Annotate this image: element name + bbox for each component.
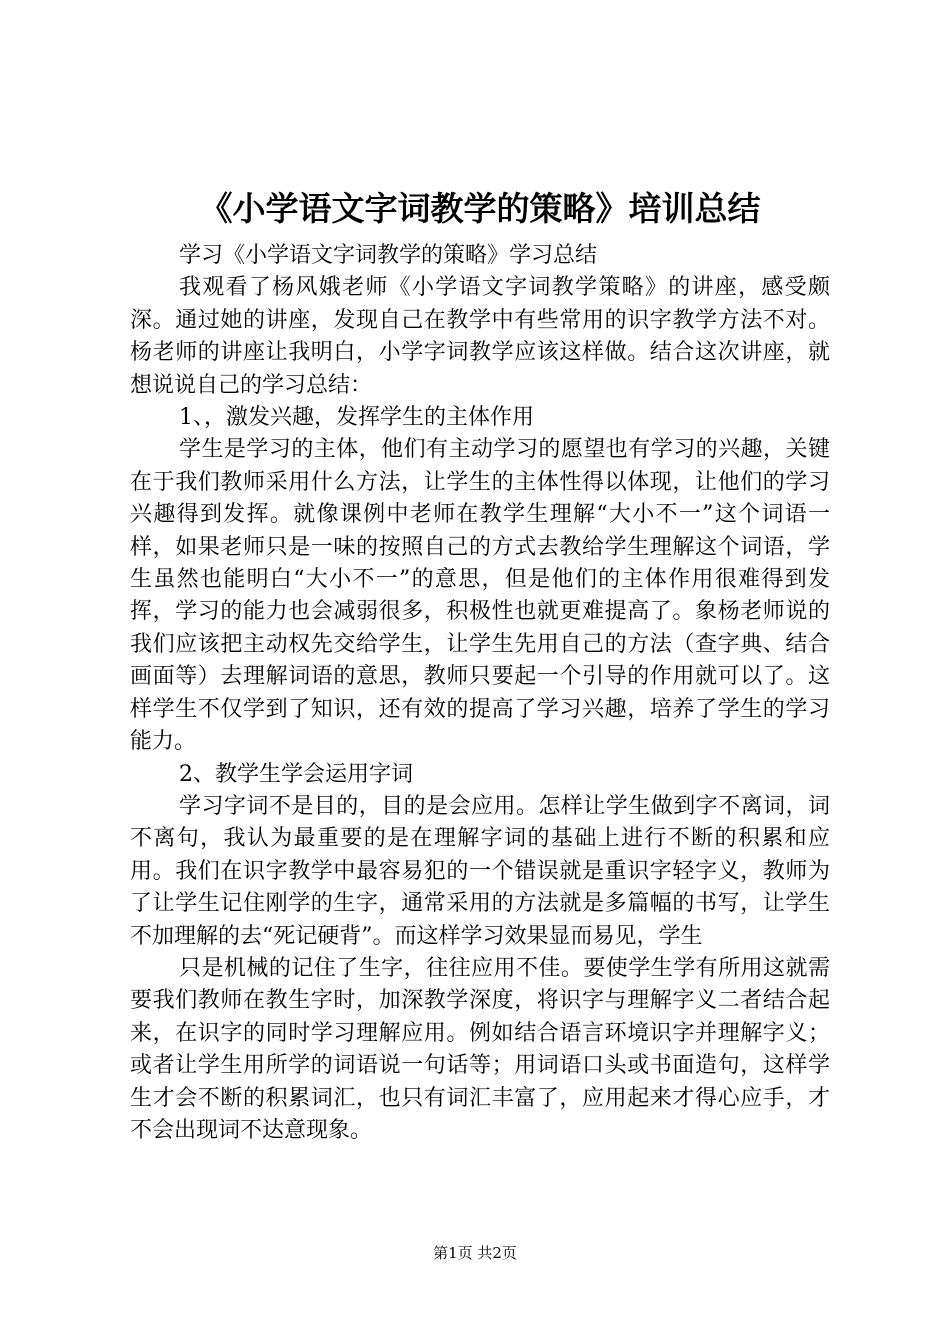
page-footer: 第1页 共2页 xyxy=(433,1244,517,1262)
section-heading-1: 1、，激发兴趣，发挥学生的主体作用 xyxy=(179,405,534,431)
document-page xyxy=(130,186,830,1147)
section-heading-2: 2、教学生学会运用字词 xyxy=(179,761,413,787)
paragraph-section-2b: 只是机械的记住了生字，往往应用不佳。要使学生学有所用这就需要我们教师在教生字时，加深教学深度，将识字与理解字义二者结合起来，在识字的同时学习理解应用。例如结合语言环境识字并理解字义；或者让学生用所学的词语说一句话等；用词语口头或书面造句，这样学生才会不断的积累词汇，也只有词汇丰富了，应用起来才得心应手，才不会出现词不达意现象。 xyxy=(130,955,830,1143)
paragraph-section-2a: 学习字词不是目的，目的是会应用。怎样让学生做到字不离词，词不离句，我认为最重要的是在理解字词的基础上进行不断的积累和应用。我们在识字教学中最容易犯的一个错误就是重识字轻字义，教师为了让学生记住刚学的生字，通常采用的方法就是多篇幅的书写，让学生不加理解的去“死记硬背”。而这样学习效果显而易见，学生 xyxy=(130,793,830,949)
paragraph-section-1: 学生是学习的主体，他们有主动学习的愿望也有学习的兴趣，关键在于我们教师采用什么方法，让学生的主体性得以体现，让他们的学习兴趣得到发挥。就像课例中老师在教学生理解“大小不一”这个词语一样，如果老师只是一味的按照自己的方式去教给学生理解这个词语，学生虽然也能明白“大小不一”的意思，但是他们的主体作用很难得到发挥，学习的能力也会减弱很多，积极性也就更难提高了。象杨老师说的我们应该把主动权先交给学生，让学生先用自己的方法（查字典、结合画面等）去理解词语的意思，教师只要起一个引导的作用就可以了。这样学生不仅学到了知识，还有效的提高了学习兴趣，培养了学生的学习能力。 xyxy=(130,437,830,755)
paragraph-subtitle: 学习《小学语文字词教学的策略》学习总结 xyxy=(179,243,598,268)
document-body xyxy=(130,240,830,1147)
paragraph-intro: 我观看了杨风娥老师《小学语文字词教学策略》的讲座，感受颇深。通过她的讲座，发现自己在教学中有些常用的识字教学方法不对。杨老师的讲座让我明白，小学字词教学应该这样做。结合这次讲座，就想说说自己的学习总结： xyxy=(130,275,830,398)
document-title: 《小学语文字词教学的策略》培训总结 xyxy=(199,189,761,228)
